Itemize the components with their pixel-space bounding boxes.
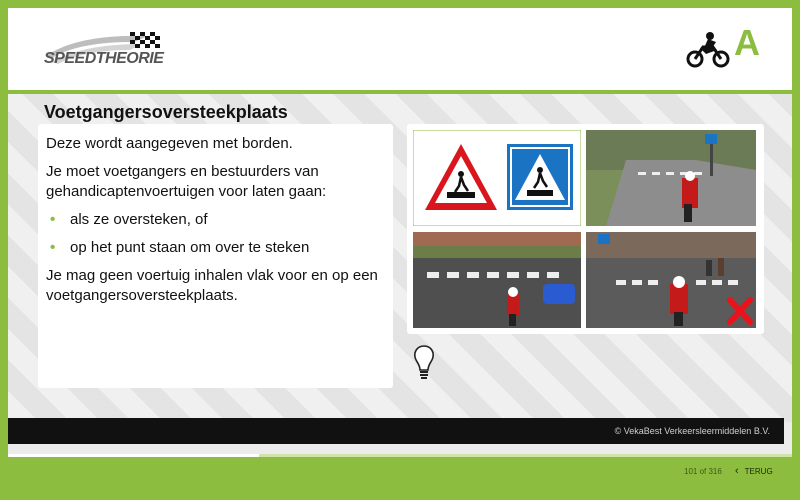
- bullet-dot: •: [50, 211, 56, 228]
- slide-frame: [8, 8, 792, 456]
- bullet-text: als ze oversteken, of: [70, 211, 208, 228]
- crossing-signs-image: [413, 130, 581, 226]
- slide-title: Voetgangersoversteekplaats: [44, 102, 288, 122]
- footer-bar: [8, 418, 784, 444]
- bullet-text: op het punt staan om over te steken: [70, 239, 310, 256]
- photo-crossing-sign: [586, 130, 756, 226]
- motorcycle-icon: [686, 28, 730, 72]
- back-button[interactable]: [735, 464, 773, 478]
- paragraph: Je moet voetgangers en bestuurders van gehandicaptenvoertuigen voor laten gaan:: [46, 163, 327, 200]
- text-panel: [38, 124, 393, 388]
- copyright-text: © VekaBest Verkeersleermiddelen B.V.: [614, 426, 770, 436]
- progress-fill: [8, 454, 259, 457]
- header: [8, 8, 792, 90]
- chevron-left-icon: ‹: [735, 465, 739, 477]
- logo-text: SPEEDTHEORIE: [44, 50, 164, 67]
- paragraph: Deze wordt aangegeven met borden.: [46, 135, 293, 152]
- bullet-item: [46, 210, 385, 230]
- page-counter: 101 of 316: [684, 467, 722, 476]
- paragraph: Je mag geen voertuig inhalen vlak voor en op een voetgangersoversteekplaats.: [46, 267, 378, 304]
- lightbulb-icon[interactable]: [412, 344, 436, 380]
- license-category-letter: A: [734, 22, 760, 63]
- photo-crossing-wrong: [586, 232, 756, 328]
- bullet-dot: •: [50, 239, 56, 256]
- bullet-item: [46, 238, 385, 258]
- progress-bar: [8, 454, 792, 457]
- photo-crossing-road: [413, 232, 581, 328]
- bullet-list: [46, 210, 385, 258]
- back-button-label: TERUG: [744, 466, 773, 476]
- image-panel: [407, 124, 764, 334]
